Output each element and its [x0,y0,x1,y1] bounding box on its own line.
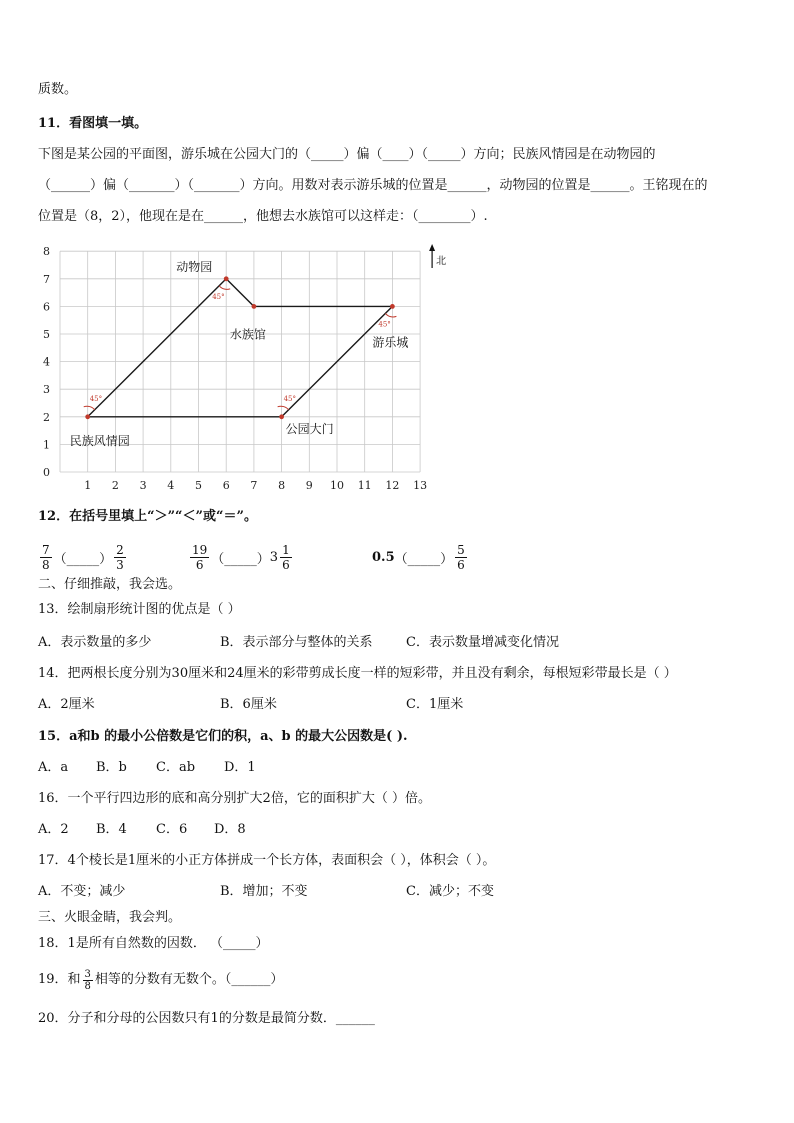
answer-blank[interactable]: （_____） [53,551,113,567]
question-11-text: （______）偏（_______）（_______）方向。用数对表示游乐城的位置是______，动物园的位置是______。王铭现在的 [38,178,708,193]
fraction: $\frac{2}{3}$ [116,542,124,572]
angle-arc [385,313,396,317]
question-17: 17．4个棱长是1厘米的小正方体拼成一个长方体，表面积会（ ），体积会（ ）。 [38,853,496,868]
option-c[interactable]: C．表示数量增减变化情况 [406,635,559,650]
section-3-heading: 三、火眼金睛，我会判。 [38,910,182,925]
option-a[interactable]: A．2 [38,822,69,837]
question-20: 20．分子和分母的公因数只有1的分数是最简分数．______ [38,1011,375,1026]
angle-arc [84,406,95,410]
y-tick-label: 7 [43,272,50,286]
question-15: 15．a和b 的最小公倍数是它们的积，a、b 的最大公因数是( ). [38,729,408,744]
fraction: $\frac{3}{8}$ [84,968,91,992]
angle-label: 45° [212,292,225,301]
x-tick-label: 6 [222,479,230,492]
option-d[interactable]: D．1 [224,760,256,775]
angle-label: 45° [378,320,391,329]
angle-label: 45° [283,394,297,403]
option-d[interactable]: D．8 [214,822,246,837]
x-tick-label: 10 [330,479,344,492]
x-tick-label: 11 [357,479,372,492]
option-c[interactable]: C．1厘米 [406,697,464,712]
x-tick-label: 9 [305,479,313,492]
section-2-heading: 二、仔细推敲，我会选。 [38,577,182,592]
location-label: 公园大门 [285,421,334,436]
angle-arc [219,286,230,290]
angle-label: 45° [89,394,103,403]
y-tick-label: 2 [43,410,50,424]
location-point [252,304,257,309]
location-point [390,304,395,309]
north-label: 北 [436,256,447,267]
location-point [85,414,90,419]
park-map-chart [36,240,456,496]
question-18: 18．1是所有自然数的因数． （_____） [38,936,269,951]
question-19: 19．和 $\frac{3}{8}$ 相等的分数有无数个。（______） [38,968,284,992]
x-tick-label: 4 [167,479,175,492]
x-tick-label: 3 [139,479,147,492]
question-17-options [38,883,494,901]
option-a[interactable]: A．不变；减少 [38,884,126,899]
fraction: $\frac{1}{6}$ [282,542,290,572]
answer-blank[interactable]: （_____） [211,551,270,567]
question-15-options [38,759,256,777]
question-16: 16．一个平行四边形的底和高分别扩大2倍，它的面积扩大（ ）倍。 [38,791,431,806]
location-label: 游乐城 [372,335,409,350]
x-tick-label: 5 [195,479,202,492]
option-a[interactable]: A．表示数量的多少 [38,635,152,650]
question-11-text: 位置是（8，2），他现在是在______，他想去水族馆可以这样走：（________）. [38,209,488,224]
question-13: 13．绘制扇形统计图的优点是（ ） [38,602,241,617]
location-point [279,414,284,419]
question-14: 14．把两根长度分别为30厘米和24厘米的彩带剪成长度一样的短彩带，并且没有剩余，每根短彩带最长是（ ） [38,666,677,681]
fraction: $\frac{19}{6}$ [192,542,208,572]
option-c[interactable]: C．ab [156,760,196,775]
option-b[interactable]: B．4 [96,822,127,837]
y-tick-label: 3 [43,383,50,397]
comparison-1 [38,537,128,577]
option-c[interactable]: C．6 [156,822,188,837]
fraction: $\frac{5}{6}$ [457,542,465,572]
y-tick-label: 1 [43,438,50,452]
comparison-2 [188,537,294,577]
north-arrow-head [429,244,435,251]
location-label: 水族馆 [229,327,266,342]
y-tick-label: 6 [43,300,50,314]
text-line: 质数。 [38,82,78,97]
location-point [224,276,229,281]
x-tick-label: 8 [278,479,286,492]
answer-blank[interactable]: （_____） [394,551,454,567]
option-b[interactable]: B．表示部分与整体的关系 [220,635,373,650]
question-11-text: 下图是某公园的平面图，游乐城在公园大门的（_____）偏（____）（_____）方向；民族风情园是在动物园的 [38,147,656,162]
x-tick-label: 2 [111,479,119,492]
question-13-options [38,634,559,652]
fraction: $\frac{7}{8}$ [42,542,50,572]
decimal-value: 0.5 [372,549,395,565]
option-b[interactable]: B．b [96,760,127,775]
location-label: 民族风情园 [69,433,130,448]
option-c[interactable]: C．减少；不变 [406,884,494,899]
question-14-options [38,696,463,714]
option-b[interactable]: B．增加；不变 [220,884,308,899]
x-tick-label: 12 [385,479,400,492]
option-a[interactable]: A．a [38,760,69,775]
y-tick-label: 0 [43,466,50,479]
question-12-title: 12．在括号里填上“＞”“＜”或“＝”。 [38,509,257,524]
route-line [88,279,393,417]
location-label: 动物园 [176,259,213,274]
y-tick-label: 8 [43,245,50,259]
y-tick-label: 5 [43,328,50,341]
angle-arc [278,406,289,410]
x-tick-label: 1 [84,479,92,492]
mixed-whole: 3 [269,549,279,565]
x-tick-label: 13 [413,479,428,492]
y-tick-label: 4 [43,355,50,369]
option-a[interactable]: A．2厘米 [38,697,95,712]
option-b[interactable]: B．6厘米 [220,697,277,712]
question-11-title: 11．看图填一填。 [38,116,148,131]
question-16-options [38,821,246,839]
x-tick-label: 7 [250,479,258,492]
comparison-3 [372,537,469,577]
